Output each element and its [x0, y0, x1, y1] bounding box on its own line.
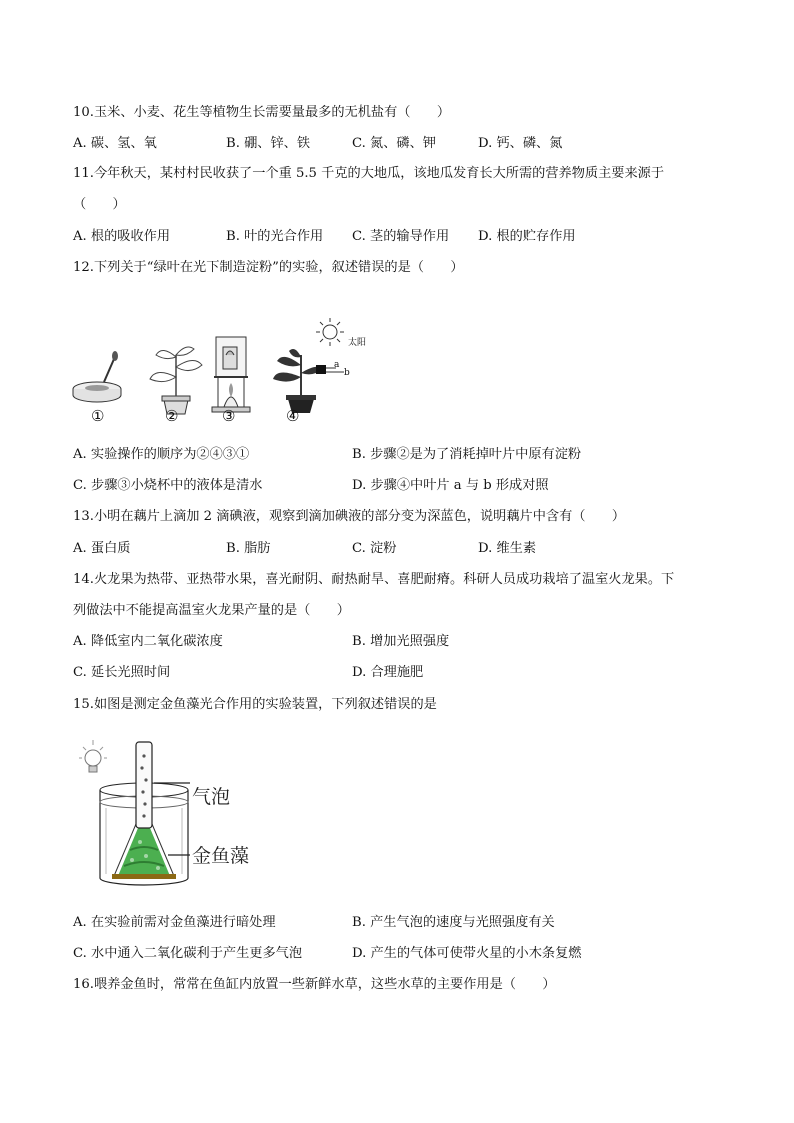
- q12-option-c: C. 步骤③小烧杯中的液体是清水: [73, 478, 263, 493]
- q10-stem: 10.玉米、小麦、花生等植物生长需要量最多的无机盐有（ ）: [73, 105, 451, 120]
- q14-option-d: D. 合理施肥: [352, 665, 424, 680]
- q13-option-d: D. 维生素: [478, 541, 537, 556]
- weed-label: 金鱼藻: [192, 845, 250, 867]
- q10-option-d: D. 钙、磷、氮: [478, 136, 563, 151]
- q15-option-a: A. 在实验前需对金鱼藻进行暗处理: [73, 915, 276, 930]
- potted-plant-icon: [150, 347, 202, 414]
- q14-stem: 14.火龙果为热带、亚热带水果，喜光耐阴、耐热耐旱、喜肥耐瘠。科研人员成功栽培了温室火龙果。下: [73, 572, 675, 587]
- q13-stem: 13.小明在藕片上滴加 2 滴碘液，观察到滴加碘液的部分变为深蓝色，说明藕片中含有（ ）: [73, 509, 626, 524]
- bubble-label: 气泡: [192, 786, 231, 808]
- q11-option-b: B. 叶的光合作用: [226, 229, 324, 244]
- sun-label: 太阳: [348, 338, 367, 348]
- q13-option-c: C. 淀粉: [352, 541, 397, 556]
- light-bulb-icon: [79, 740, 107, 772]
- q14-option-c: C. 延长光照时间: [73, 665, 171, 680]
- q14-stem-cont: 列做法中不能提高温室火龙果产量的是（ ）: [73, 603, 350, 618]
- petri-dish-dropper-icon: [73, 351, 121, 402]
- q11-stem: 11.今年秋天，某村村民收获了一个重 5.5 千克的大地瓜，该地瓜发育长大所需的营养物质主要来源于: [73, 166, 665, 181]
- q12-option-d: D. 步骤④中叶片 a 与 b 形成对照: [352, 478, 549, 493]
- covered-plant-icon: [273, 349, 344, 413]
- q15-stem: 15.如图是测定金鱼藻光合作用的实验装置，下列叙述错误的是: [73, 697, 437, 712]
- q10-option-a: A. 碳、氢、氧: [73, 136, 157, 151]
- q11-stem-cont: （ ）: [73, 197, 126, 212]
- leaf-label-b: b: [344, 368, 350, 378]
- q15-option-d: D. 产生的气体可使带火星的小木条复燃: [352, 946, 582, 961]
- goldfish-weed-icon: [112, 828, 176, 879]
- step-label-2: ②: [165, 407, 179, 425]
- sun-icon: [316, 318, 344, 346]
- step-label-3: ③: [222, 407, 236, 425]
- q16-stem: 16.喂养金鱼时，常常在鱼缸内放置一些新鲜水草，这些水草的主要作用是（ ）: [73, 977, 556, 992]
- step-label-4: ④: [286, 407, 300, 425]
- q12-option-a: A. 实验操作的顺序为②④③①: [73, 447, 250, 462]
- q13-option-a: A. 蛋白质: [73, 541, 131, 556]
- q13-option-b: B. 脂肪: [226, 541, 271, 556]
- q12-option-b: B. 步骤②是为了消耗掉叶片中原有淀粉: [352, 447, 582, 462]
- q15-option-b: B. 产生气泡的速度与光照强度有关: [352, 915, 555, 930]
- q12-stem: 12.下列关于“绿叶在光下制造淀粉”的实验，叙述错误的是（ ）: [73, 260, 464, 275]
- q15-apparatus-figure: [76, 736, 266, 896]
- q10-option-b: B. 硼、锌、铁: [226, 136, 311, 151]
- q10-option-c: C. 氮、磷、钾: [352, 136, 436, 151]
- q15-option-c: C. 水中通入二氧化碳利于产生更多气泡: [73, 946, 303, 961]
- leaf-label-a: a: [334, 360, 340, 370]
- q14-option-b: B. 增加光照强度: [352, 634, 450, 649]
- q11-option-a: A. 根的吸收作用: [73, 229, 171, 244]
- water-bath-beaker-icon: [212, 337, 250, 412]
- q11-option-d: D. 根的贮存作用: [478, 229, 576, 244]
- q14-option-a: A. 降低室内二氧化碳浓度: [73, 634, 223, 649]
- q11-option-c: C. 茎的输导作用: [352, 229, 450, 244]
- test-tube-icon: [136, 742, 152, 828]
- step-label-1: ①: [91, 407, 105, 425]
- q12-experiment-figure: [68, 315, 368, 430]
